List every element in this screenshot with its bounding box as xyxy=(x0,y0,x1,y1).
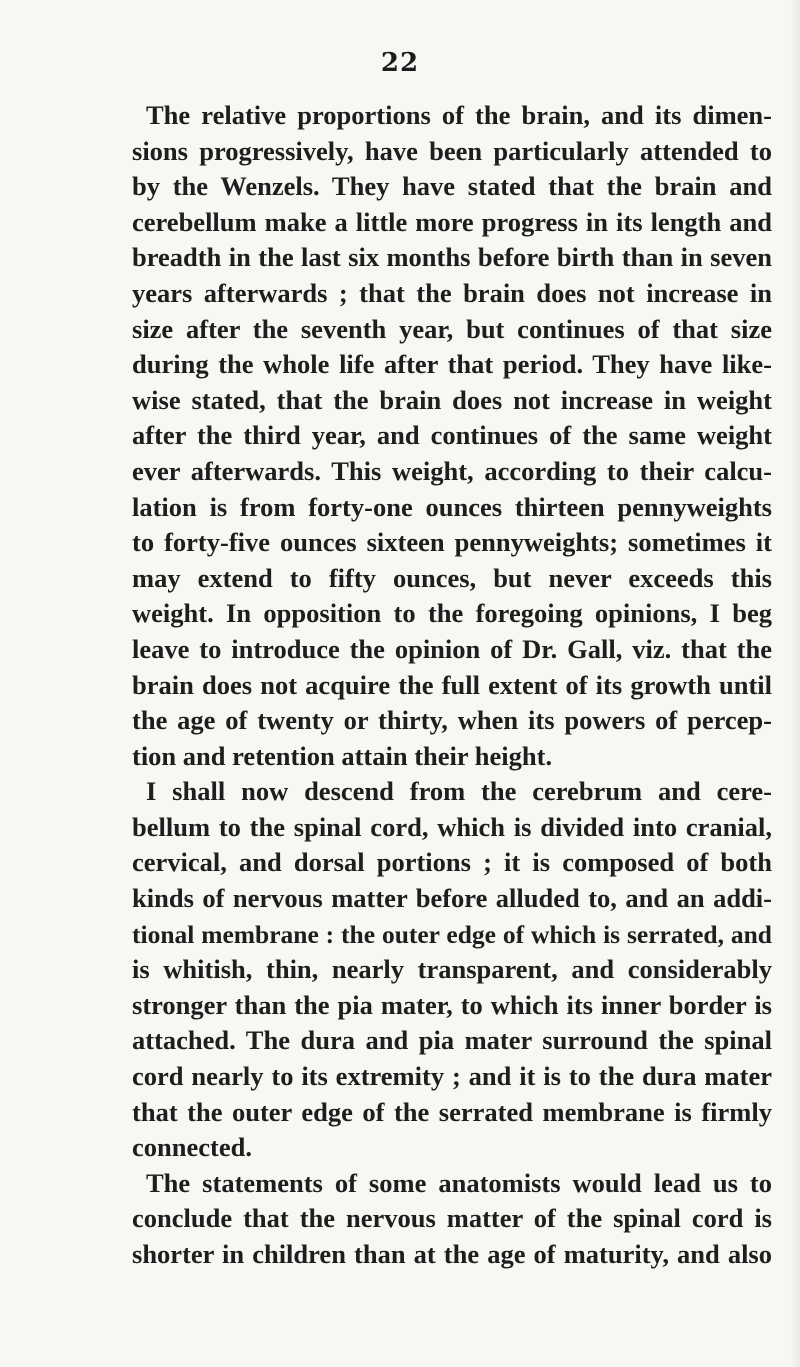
page-edge-shadow xyxy=(790,0,800,1367)
text-line: the age of twenty or thirty, when its powers of percep- xyxy=(132,705,772,736)
text-line: wise stated, that the brain does not increase in weight xyxy=(132,384,772,415)
text-line: shorter in children than at the age of maturity, and also xyxy=(132,1239,772,1269)
text-line: breadth in the last six months before birth than in seven xyxy=(132,242,772,273)
text-line: may extend to fifty ounces, but never exceeds this xyxy=(132,562,772,593)
text-line: cervical, and dorsal portions ; it is composed of both xyxy=(132,847,772,878)
text-line: leave to introduce the opinion of Dr. Gall, viz. that the xyxy=(132,633,772,664)
text-line: size after the seventh year, but continues of that size xyxy=(132,313,772,344)
text-line: after the third year, and continues of the same weight xyxy=(132,420,772,451)
text-line: connected. xyxy=(132,1132,252,1163)
text-line: conclude that the nervous matter of the spinal cord is xyxy=(132,1203,772,1234)
text-line: ever afterwards. This weight, according to their calcu- xyxy=(132,455,772,486)
text-line: by the Wenzels. They have stated that the brain and xyxy=(132,171,772,202)
text-line: years afterwards ; that the brain does not increase in xyxy=(132,277,772,308)
paragraph-2 xyxy=(132,774,772,1166)
text-line: cord nearly to its extremity ; and it is to the dura mater xyxy=(132,1061,772,1092)
text-line: weight. In opposition to the foregoing opinions, I beg xyxy=(132,598,772,629)
text-line: attached. The dura and pia mater surround the spinal xyxy=(132,1025,772,1056)
paragraph-3 xyxy=(132,1166,772,1273)
body-text xyxy=(132,98,772,1273)
text-line: I shall now descend from the cerebrum and cere- xyxy=(146,776,772,807)
text-line: tion and retention attain their height. xyxy=(132,740,553,771)
text-line: is whitish, thin, nearly transparent, and considerably xyxy=(132,954,772,985)
text-line: tional membrane : the outer edge of which is serrated, and xyxy=(132,919,772,949)
text-line: that the outer edge of the serrated membrane is firmly xyxy=(132,1096,772,1127)
text-line: brain does not acquire the full extent of its growth until xyxy=(132,669,772,700)
text-line: bellum to the spinal cord, which is divided into cranial, xyxy=(132,811,772,842)
paragraph-1 xyxy=(132,98,772,774)
text-line: sions progressively, have been particularly attended to xyxy=(132,135,772,166)
text-line: The relative proportions of the brain, and its dimen- xyxy=(146,100,772,130)
text-line: cerebellum make a little more progress in its length and xyxy=(132,206,772,237)
text-line: The statements of some anatomists would lead us to xyxy=(146,1167,772,1198)
page-number: 22 xyxy=(380,48,420,78)
text-line: lation is from forty-one ounces thirteen pennyweights xyxy=(132,491,772,522)
text-line: kinds of nervous matter before alluded to, and an addi- xyxy=(132,883,772,914)
text-line: to forty-five ounces sixteen pennyweights; sometimes it xyxy=(132,527,772,558)
text-line: during the whole life after that period. They have like- xyxy=(132,349,772,380)
text-line: stronger than the pia mater, to which its inner border is xyxy=(132,989,772,1020)
